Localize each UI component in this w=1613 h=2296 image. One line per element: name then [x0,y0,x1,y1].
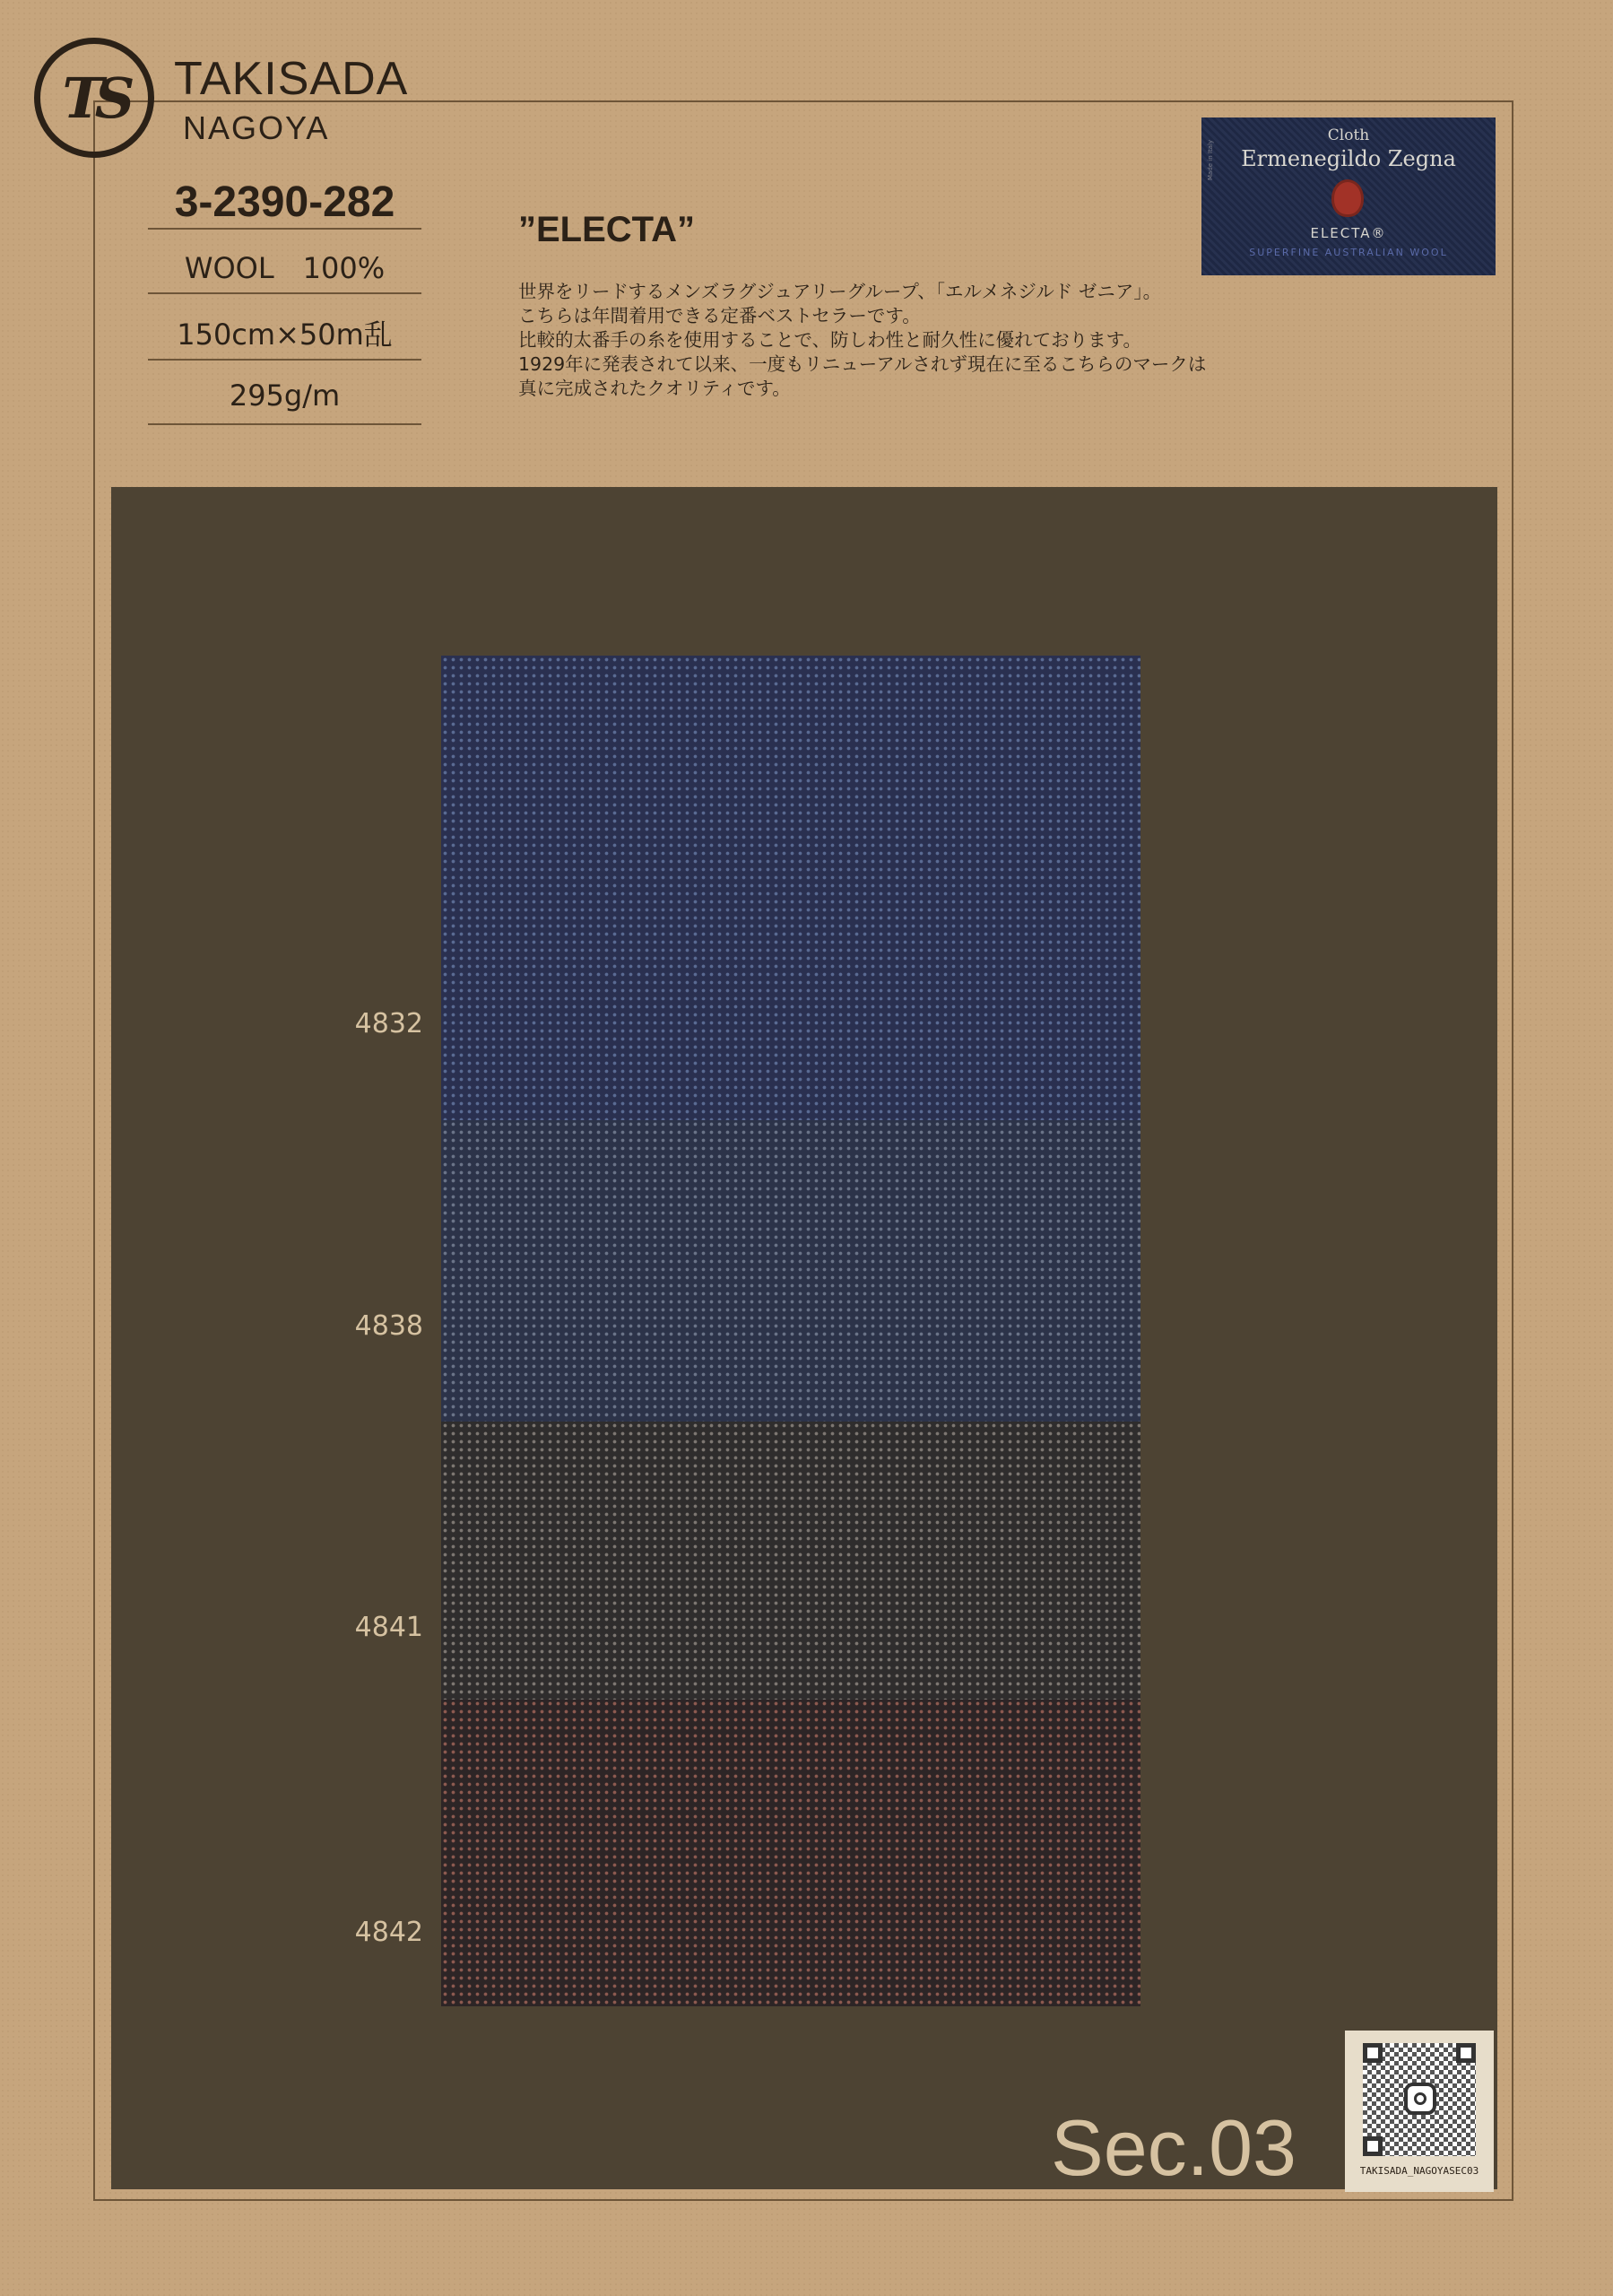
description-line: こちらは年間着用できる定番ベストセラーです。 [518,305,921,326]
description-line: 比較的太番手の糸を使用することで、防しわ性と耐久性に優れております。 [518,329,1141,351]
swatch-number: 4841 [354,1612,423,1643]
spec-divider [148,292,421,294]
zegna-label [1201,117,1496,275]
qr-finder-icon [1456,2043,1476,2063]
qr-finder-icon [1363,2136,1383,2156]
crest-icon [1334,182,1361,214]
fabric-swatch-4842 [441,1700,1140,2006]
header-divider [461,100,1513,102]
label-subtitle: SUPERFINE AUSTRALIAN WOOL [1249,247,1448,258]
width-length: 150cm×50m乱 [177,317,393,352]
brand-name: TAKISADA [174,53,409,105]
product-description [518,280,1236,401]
spec-divider [148,228,421,230]
fabric-swatch-4838 [441,1120,1140,1422]
instagram-qr[interactable] [1345,2031,1494,2192]
logo-monogram: TS [62,65,126,131]
description-line: 世界をリードするメンズラグジュアリーグループ、「エルメネジルド ゼニア」。 [518,281,1162,302]
fabric-swatch-4841 [441,1422,1140,1700]
fabric-swatch-4832 [441,656,1140,1120]
product-code: 3-2390-282 [174,178,395,226]
label-cloth: Cloth [1327,126,1370,144]
composition: WOOL 100% [184,251,386,285]
brand-city: NAGOYA [183,109,330,146]
weight: 295g/m [229,378,341,413]
label-side-text: Made in Italy [1207,139,1214,180]
description-line: 真に完成されたクオリティです。 [518,378,791,399]
label-collection: ELECTA® [1310,225,1387,241]
section-label: Sec.03 [1051,2103,1296,2192]
swatch-number: 4832 [354,1008,423,1039]
instagram-icon [1404,2083,1436,2115]
qr-finder-icon [1363,2043,1383,2063]
description-line: 1929年に発表されて以来、一度もリニューアルされず現在に至るこちらのマークは [518,353,1207,375]
spec-divider [148,423,421,425]
label-brand: Ermenegildo Zegna [1241,146,1456,171]
spec-divider [148,359,421,361]
quality-name: ”ELECTA” [518,210,696,249]
instagram-handle: TAKISADA_NAGOYASEC03 [1359,2165,1479,2177]
swatch-number: 4842 [354,1917,423,1948]
swatch-number: 4838 [354,1310,423,1342]
qr-code-icon [1363,2043,1476,2156]
ts-logo-icon [34,38,154,158]
